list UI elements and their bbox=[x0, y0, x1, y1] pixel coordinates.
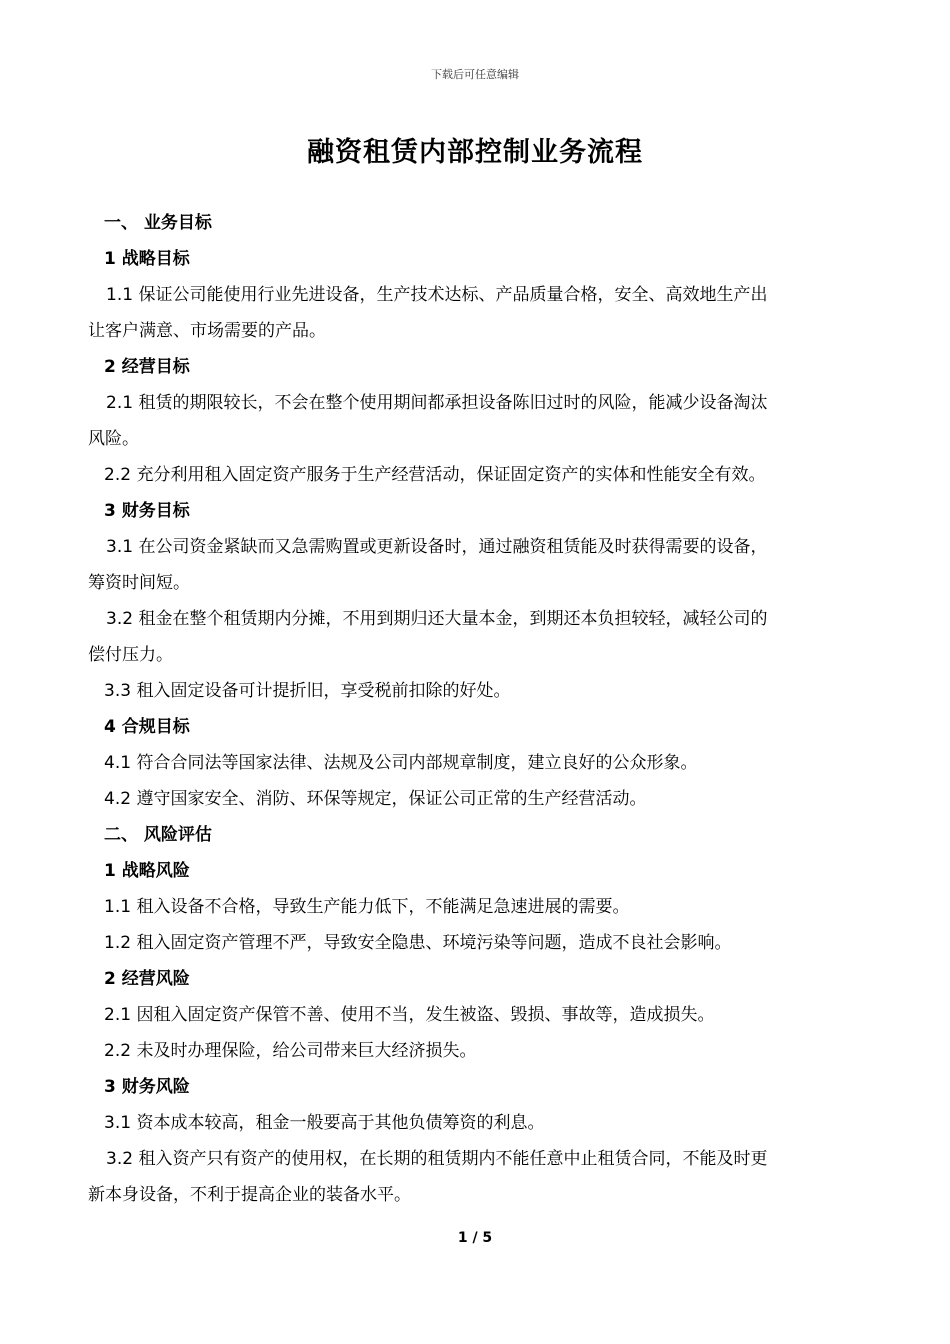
paragraph-line: 让客户满意、市场需要的产品。 bbox=[88, 321, 326, 341]
paragraph-line: 3.3 租入固定设备可计提折旧，享受税前扣除的好处。 bbox=[104, 681, 511, 701]
paragraph-line: 2.2 充分利用租入固定资产服务于生产经营活动，保证固定资产的实体和性能安全有效。 bbox=[104, 465, 766, 485]
paragraph-line: 2.2 未及时办理保险，给公司带来巨大经济损失。 bbox=[104, 1041, 477, 1061]
section-heading: 1 战略目标 bbox=[104, 249, 190, 269]
paragraph-line: 筹资时间短。 bbox=[88, 573, 190, 593]
paragraph-line: 1.1 保证公司能使用行业先进设备，生产技术达标、产品质量合格，安全、高效地生产出 bbox=[106, 285, 768, 305]
section-heading: 1 战略风险 bbox=[104, 861, 190, 881]
section-heading: 一、 业务目标 bbox=[104, 213, 212, 233]
section-heading: 2 经营目标 bbox=[104, 357, 190, 377]
paragraph-line: 3.2 租金在整个租赁期内分摊，不用到期归还大量本金，到期还本负担较轻，减轻公司的 bbox=[106, 609, 768, 629]
paragraph-line: 1.1 租入设备不合格，导致生产能力低下，不能满足急速进展的需要。 bbox=[104, 897, 630, 917]
paragraph-line: 4.1 符合合同法等国家法律、法规及公司内部规章制度，建立良好的公众形象。 bbox=[104, 753, 698, 773]
paragraph-line: 3.1 在公司资金紧缺而又急需购置或更新设备时，通过融资租赁能及时获得需要的设备， bbox=[106, 537, 768, 557]
document-body bbox=[88, 205, 863, 1213]
paragraph-line: 2.1 租赁的期限较长，不会在整个使用期间都承担设备陈旧过时的风险，能减少设备淘汰 bbox=[106, 393, 768, 413]
paragraph-line: 偿付压力。 bbox=[88, 645, 173, 665]
page-header: 下载后可任意编辑 bbox=[431, 68, 519, 81]
paragraph-line: 3.2 租入资产只有资产的使用权，在长期的租赁期内不能任意中止租赁合同，不能及时更 bbox=[106, 1149, 768, 1169]
section-heading: 3 财务目标 bbox=[104, 501, 190, 521]
paragraph-line: 4.2 遵守国家安全、消防、环保等规定，保证公司正常的生产经营活动。 bbox=[104, 789, 647, 809]
paragraph-line: 1.2 租入固定资产管理不严，导致安全隐患、环境污染等问题，造成不良社会影响。 bbox=[104, 933, 732, 953]
paragraph-line: 风险。 bbox=[88, 429, 139, 449]
section-heading: 2 经营风险 bbox=[104, 969, 190, 989]
document-title: 融资租赁内部控制业务流程 bbox=[307, 137, 643, 168]
paragraph-line: 3.1 资本成本较高，租金一般要高于其他负债筹资的利息。 bbox=[104, 1113, 545, 1133]
section-heading: 二、 风险评估 bbox=[104, 825, 212, 845]
section-heading: 4 合规目标 bbox=[104, 717, 190, 737]
section-heading: 3 财务风险 bbox=[104, 1077, 190, 1097]
paragraph-line: 2.1 因租入固定资产保管不善、使用不当，发生被盗、毁损、事故等，造成损失。 bbox=[104, 1005, 715, 1025]
page-number: 1 / 5 bbox=[457, 1230, 493, 1246]
paragraph-line: 新本身设备，不利于提高企业的装备水平。 bbox=[88, 1185, 411, 1205]
